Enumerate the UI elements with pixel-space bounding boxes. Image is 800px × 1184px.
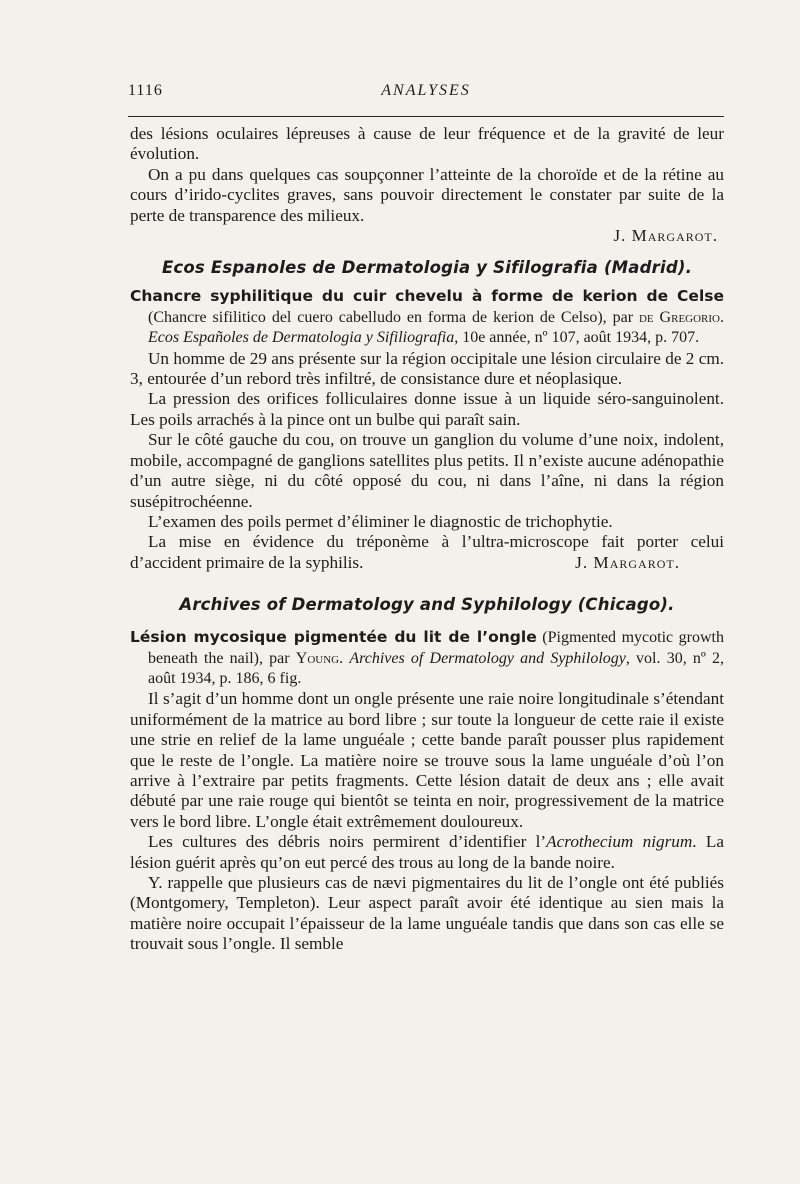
- article-author: de Gregorio.: [638, 308, 725, 326]
- section1-paragraph-5-end: d’accident primaire de la syphilis.: [130, 552, 364, 572]
- article-title: Chancre syphilitique du cuir chevelu à forme de kerion de Celse: [130, 287, 724, 306]
- section2-paragraph-2-start: Les cultures des débris noirs permirent d’identifier l’: [148, 832, 547, 852]
- article-journal: Ecos Españoles de Dermatologia y Sifiliografia: [148, 329, 455, 347]
- intro-signature: J. Margarot.: [613, 226, 718, 246]
- section1-signature: J. Margarot.: [575, 552, 680, 572]
- section-title-ecos: Ecos Espanoles de Dermatologia y Sifilografia (Madrid).: [161, 258, 693, 278]
- section-title-archives: Archives of Dermatology and Syphilology (Chicago).: [179, 595, 675, 615]
- page-body: [130, 124, 724, 955]
- section1-paragraph-5-line-2: [130, 553, 724, 573]
- section1-paragraph-3: Sur le côté gauche du cou, on trouve un ganglion du volume d’une noix, indolent, mobile, accompagné de ganglions satellites plus petits. Il n’existe aucune adénopathie d’un autre siège, ni du côté opposé du cou, ni dans l’aîne, ni dans la région susépitrochéenne.: [130, 430, 724, 511]
- running-title: ANALYSES: [381, 82, 471, 99]
- article-citation: , vol. 30, nº 2, août 1934, p. 186, 6 fig.: [148, 649, 725, 687]
- intro-paragraph-2: On a pu dans quelques cas soupçonner l’atteinte de la choroïde et de la rétine au cours d’irido-cyclites graves, sans pouvoir directement le constater par suite de la perte de transparence des milieux.: [130, 164, 724, 225]
- article-translation: (Chancre sifilitico del cuero cabelludo en forma de kerion de Celso), par: [148, 308, 639, 326]
- section1-paragraph-1: Un homme de 29 ans présente sur la région occipitale une lésion circulaire de 2 cm. 3, entourée d’un rebord très infiltré, de consistance dure et néoplasique.: [130, 348, 724, 389]
- section2-paragraph-2: [130, 832, 724, 873]
- section1-paragraph-4: L’examen des poils permet d’éliminer le diagnostic de trichophytie.: [148, 511, 613, 531]
- section2-paragraph-1: Il s’agit d’un homme dont un ongle présente une raie noire longitudinale s’étendant uniformément de la matrice au bord libre ; sur toute la longueur de cette raie il existe une strie en relief de la lame unguéale ; cette bande paraît pousser plus rapidement que le reste de l’ongle. La matière noire se trouve sous la lame unguéale d’où l’on arrive à l’extraire par petits fragments. Cette lésion datait de deux ans ; elle avait débuté par une raie rouge qui bientôt se teinta en noir, progressivement de la matrice vers le bord libre. L’ongle était extrêmement douloureux.: [130, 689, 724, 831]
- header-rule: [128, 116, 724, 117]
- article-journal: Archives of Dermatology and Syphilology: [349, 649, 626, 667]
- section1-paragraph-2: La pression des orifices folliculaires donne issue à un liquide séro-sanguinolent. Les poils arrachés à la pince ont un bulbe qui paraît sain.: [130, 389, 724, 429]
- article-translation: (Pigmented mycotic growth beneath the nail), par: [148, 629, 724, 667]
- article-header-chancre: [130, 286, 724, 348]
- species-name: Acrothecium nigrum: [546, 832, 693, 852]
- article-author: Young.: [295, 649, 344, 667]
- section2-paragraph-3: Y. rappelle que plusieurs cas de nævi pigmentaires du lit de l’ongle ont été publiés (Montgomery, Templeton). Leur aspect paraît avoir été identique au sien mais la matière noire occupait l’épaisseur de la lame unguéale tandis que dans son cas elle se trouvait sous l’ongle. Il semble: [130, 873, 724, 954]
- page-header: [128, 80, 724, 104]
- intro-paragraph-1: des lésions oculaires lépreuses à cause de leur fréquence et de la gravité de leur évolution.: [130, 124, 724, 164]
- page-number: 1116: [128, 82, 163, 99]
- article-header-lesion: [130, 627, 724, 689]
- section2-paragraph-2-end: . La lésion guérit après qu’on eut percé des trous au long de la bande noire.: [130, 832, 724, 872]
- section1-paragraph-5-line-1: La mise en évidence du tréponème à l’ultra-microscope fait porter celui: [148, 532, 724, 552]
- article-title: Lésion mycosique pigmentée du lit de l’ongle: [130, 628, 537, 647]
- article-citation: , 10e année, nº 107, août 1934, p. 707.: [454, 329, 700, 347]
